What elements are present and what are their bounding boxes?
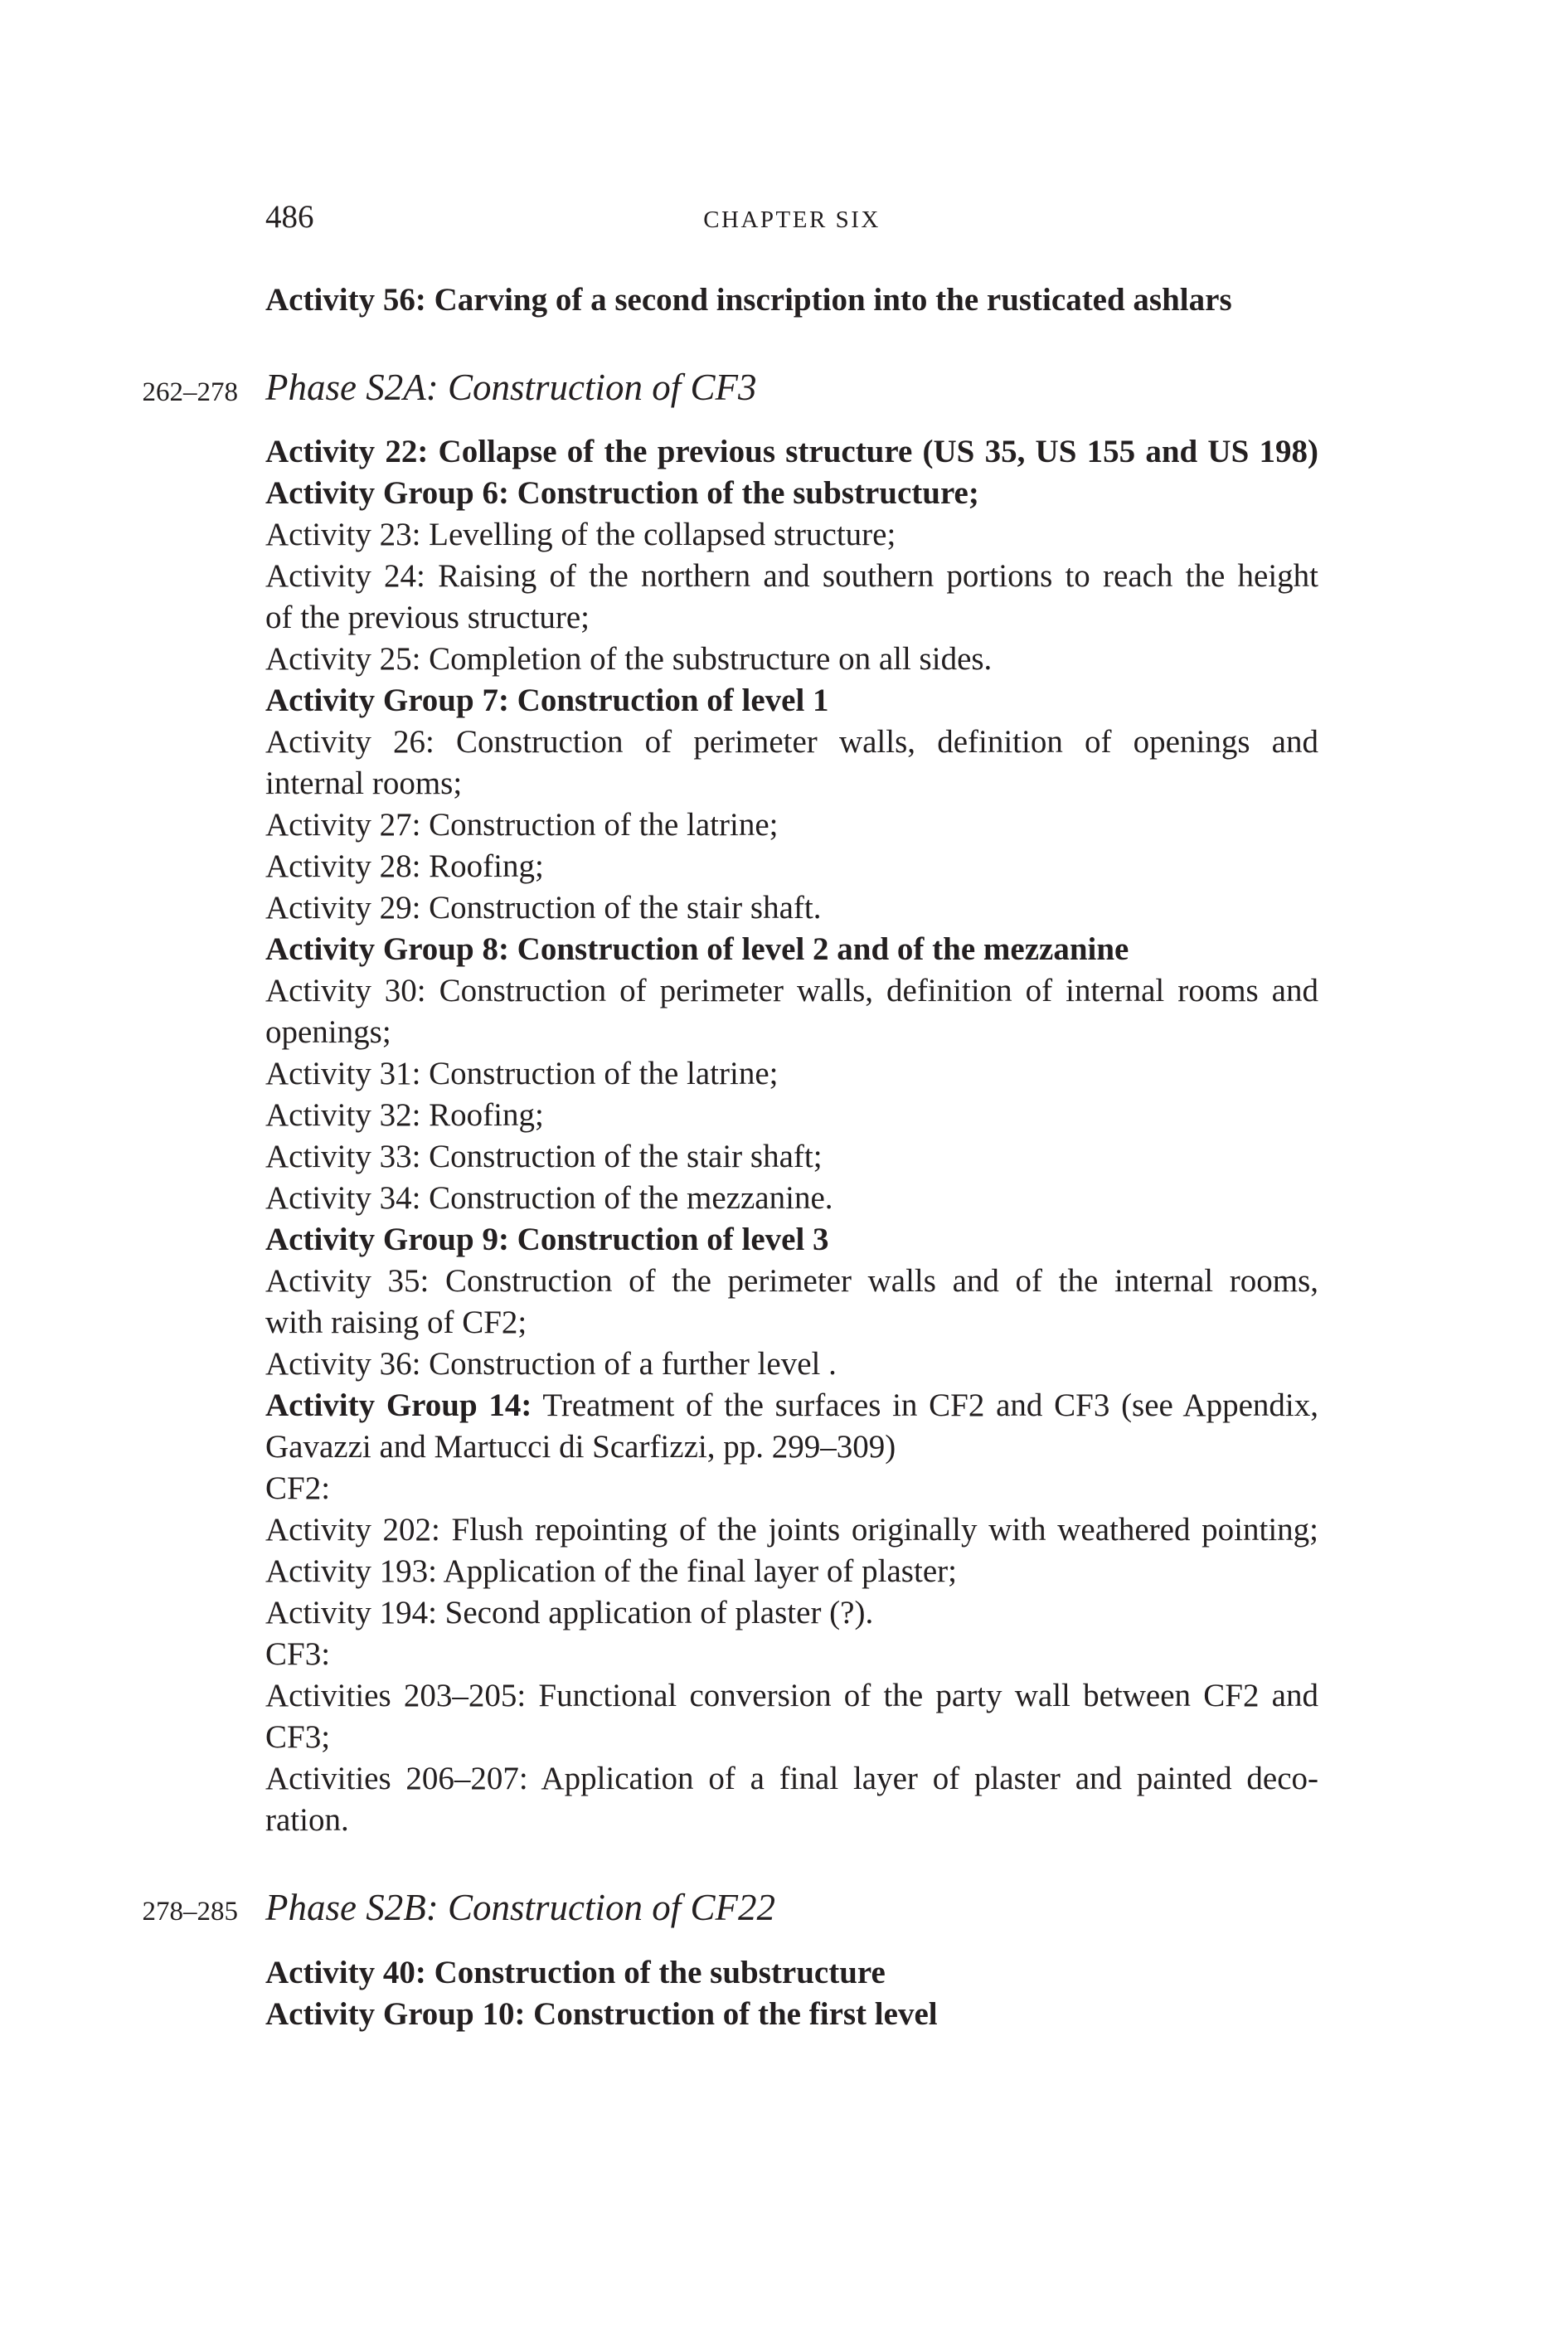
activity-line-text: Activity 194: Second application of plaster (?).: [265, 1595, 874, 1630]
margin-page-range: 262–278: [142, 377, 238, 407]
activity-line: [265, 846, 1318, 887]
activity-group-description: Treatment of the surfaces in CF2 and CF3 (see Appendix,: [532, 1387, 1318, 1423]
activity-group-heading: [265, 1219, 1318, 1261]
activity-line: [265, 1675, 1318, 1717]
running-head: CHAPTER SIX: [703, 207, 881, 233]
activity-line-text: Activity 27: Construction of the latrine;: [265, 807, 779, 843]
activity-group-heading: [265, 1994, 1318, 2035]
subheading-cf2: [265, 1468, 1318, 1509]
activity-line: [265, 722, 1318, 763]
activity-line: [265, 639, 1318, 680]
activity-group-heading: [265, 473, 1318, 514]
activity-line-continuation: [265, 1800, 1318, 1841]
activity-line-text: Activity 31: Construction of the latrine;: [265, 1056, 779, 1091]
activity-line-text: Activities 206–207: Application of a final layer of plaster and painted deco-: [265, 1761, 1318, 1796]
activity-line-text: Activity 34: Construction of the mezzanine.: [265, 1180, 833, 1216]
activity-line-text: Activity 29: Construction of the stair shaft.: [265, 890, 822, 926]
activity-line-continuation: [265, 1302, 1318, 1344]
activity-line: [265, 431, 1318, 473]
activity-line-text: Activity 36: Construction of a further level .: [265, 1346, 837, 1382]
activity-line: [265, 1261, 1318, 1302]
activity-line-text: Activity 35: Construction of the perimeter walls and of the internal rooms,: [265, 1263, 1318, 1299]
activity-group-heading: [265, 1385, 1318, 1426]
activity-group-heading-text: Activity Group 9: Construction of level 3: [265, 1222, 829, 1257]
activity-line-continuation: [265, 1717, 1318, 1758]
activity-heading-text: Activity 56: Carving of a second inscription into the rusticated ashlars: [265, 282, 1232, 318]
activity-line-text: Gavazzi and Martucci di Scarfizzi, pp. 299–309): [265, 1429, 896, 1465]
activity-line: [265, 1509, 1318, 1551]
activity-line-text: Activity 33: Construction of the stair shaft;: [265, 1139, 823, 1174]
page-number: 486: [265, 199, 314, 235]
activity-line-text: Activity 193: Application of the final layer of plaster;: [265, 1553, 957, 1589]
activity-line-text: Activity 28: Roofing;: [265, 848, 544, 884]
activity-line-text: of the previous structure;: [265, 600, 590, 635]
activity-line: [265, 1592, 1318, 1634]
activity-line-text: ration.: [265, 1802, 349, 1838]
activity-line-text: Activities 203–205: Functional conversion of the party wall between CF2 and: [265, 1678, 1318, 1713]
activity-line-text: openings;: [265, 1014, 391, 1050]
activity-group-heading-text: Activity Group 7: Construction of level 1: [265, 683, 829, 718]
activity-group-heading-text: [265, 1385, 1318, 1426]
activity-line: [265, 514, 1318, 556]
activity-line: [265, 1758, 1318, 1800]
activity-line-text: Activity 25: Completion of the substructure on all sides.: [265, 641, 993, 677]
activity-line-text: Activity 202: Flush repointing of the joints originally with weathered pointing;: [265, 1512, 1318, 1548]
activity-line-continuation: [265, 597, 1318, 639]
activity-line: [265, 1952, 1318, 1994]
activity-line-text: Activity 32: Roofing;: [265, 1097, 544, 1133]
activity-line: [265, 1136, 1318, 1178]
subheading-cf3: [265, 1634, 1318, 1675]
activity-line: [265, 1551, 1318, 1592]
activity-line: [265, 1178, 1318, 1219]
activity-line-text: Activity 26: Construction of perimeter walls, definition of openings and: [265, 724, 1318, 760]
margin-page-range: 278–285: [142, 1897, 238, 1927]
activity-line-text: Activity 23: Levelling of the collapsed structure;: [265, 517, 896, 552]
activity-line: [265, 1095, 1318, 1136]
activity-line-continuation: [265, 1012, 1318, 1053]
activity-group-heading-text: Activity Group 8: Construction of level 2 and of the mezzanine: [265, 931, 1129, 967]
activity-line-text: Activity 30: Construction of perimeter walls, definition of internal rooms and: [265, 973, 1318, 1008]
activity-line: [265, 887, 1318, 929]
activity-line-text: Activity 24: Raising of the northern and southern portions to reach the height: [265, 558, 1318, 594]
activity-line-continuation: [265, 763, 1318, 804]
activity-group-heading: [265, 929, 1318, 970]
activity-group-heading-text: Activity Group 10: Construction of the first level: [265, 1996, 938, 2032]
activity-line: [265, 1344, 1318, 1385]
subheading-text: CF3:: [265, 1636, 331, 1672]
activity-heading: [265, 279, 1318, 321]
activity-group-heading: [265, 680, 1318, 722]
activity-line-text: internal rooms;: [265, 765, 463, 801]
activity-line: [265, 556, 1318, 597]
activity-line: [265, 970, 1318, 1012]
activity-line-text: with raising of CF2;: [265, 1305, 527, 1340]
phase-heading: Phase S2A: Construction of CF3: [265, 367, 757, 408]
activity-line: [265, 1053, 1318, 1095]
activity-group-heading-text: Activity Group 6: Construction of the substructure;: [265, 475, 979, 511]
activity-line-text: Activity 22: Collapse of the previous structure (US 35, US 155 and US 198): [265, 434, 1318, 469]
activity-group-label: Activity Group 14:: [265, 1387, 532, 1423]
activity-line-text: Activity 40: Construction of the substructure: [265, 1955, 886, 1990]
phase-heading: Phase S2B: Construction of CF22: [265, 1887, 775, 1928]
subheading-text: CF2:: [265, 1470, 331, 1506]
activity-line-text: CF3;: [265, 1719, 331, 1755]
activity-line: [265, 804, 1318, 846]
activity-line-continuation: [265, 1426, 1318, 1468]
